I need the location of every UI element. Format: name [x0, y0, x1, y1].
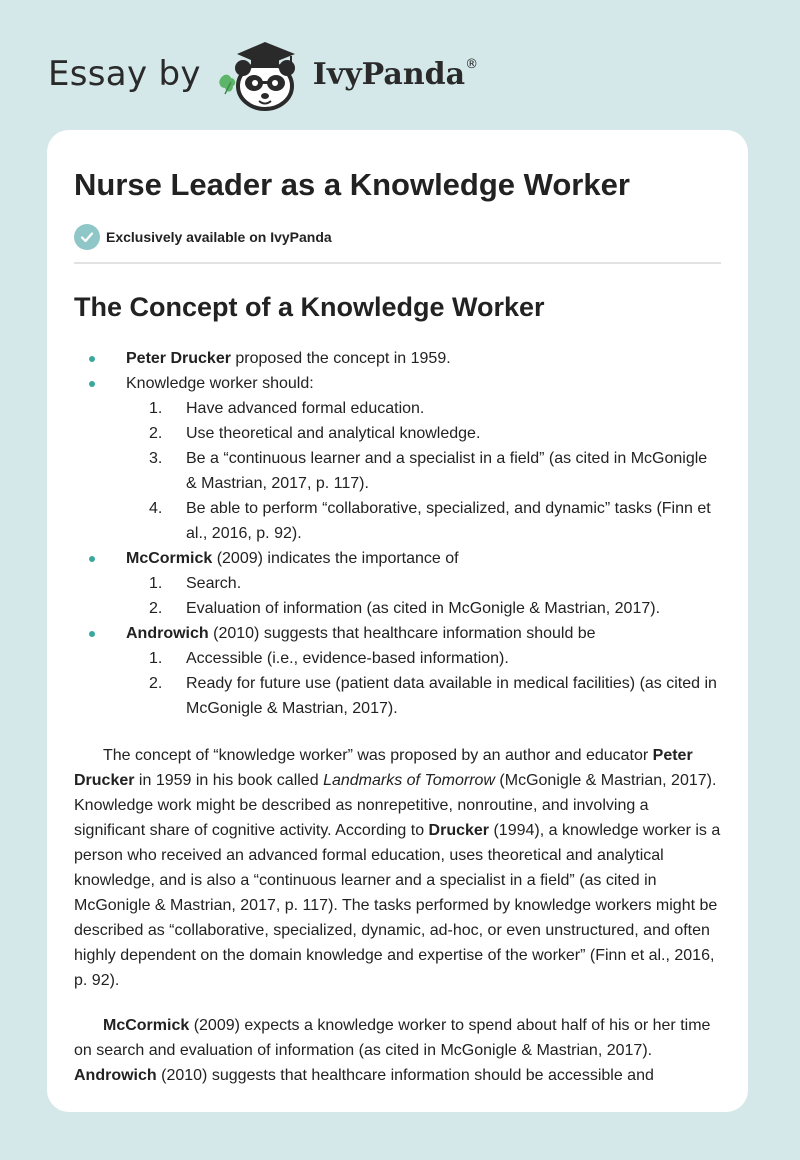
essay-title: Nurse Leader as a Knowledge Worker	[74, 167, 630, 202]
list-item	[74, 546, 721, 621]
section-heading: The Concept of a Knowledge Worker	[74, 292, 545, 322]
list-item-bold: McCormick	[126, 550, 213, 567]
sub-list-item: 1. Accessible (i.e., evidence-based information).	[149, 650, 509, 667]
body-paragraph: McCormick (2009) expects a knowledge worker to spend about half of his or her time on search and evaluation of information (as cited in McGonigle & Mastrian, 2017). Androwich (2010) suggests that healthcare information should be accessible and	[74, 1017, 711, 1084]
brand-name-text: IvyPanda	[312, 56, 466, 92]
list-item-text: proposed the concept in 1959.	[230, 350, 451, 367]
list-item-bold: Androwich	[126, 625, 209, 642]
brand-name	[313, 57, 478, 92]
sub-list	[126, 571, 721, 621]
list-item-text: (2009) indicates the importance of	[212, 550, 459, 567]
sub-list-item: 1. Have advanced formal education.	[149, 400, 425, 417]
sub-list-item: 3. Be a “continuous learner and a specialist in a field” (as cited in McGonigle & Mastrian, 2017, p. 117).	[149, 450, 708, 492]
title-divider	[74, 262, 721, 264]
list-item-text: (2010) suggests that healthcare information should be	[208, 625, 596, 642]
sub-list-item: 4. Be able to perform “collaborative, specialized, and dynamic” tasks (Finn et al., 2016, p. 92).	[149, 500, 711, 542]
sub-list-item: 2. Use theoretical and analytical knowledge.	[149, 425, 481, 442]
list-item-bold: Peter Drucker	[126, 350, 231, 367]
sub-list	[126, 396, 721, 546]
sub-list	[126, 646, 721, 721]
sub-list-item: 2. Ready for future use (patient data available in medical facilities) (as cited in McGonigle & Mastrian, 2017).	[149, 675, 717, 717]
brand-header	[48, 36, 478, 112]
sub-list-item: 2. Evaluation of information (as cited in McGonigle & Mastrian, 2017).	[149, 600, 661, 617]
body-paragraph: The concept of “knowledge worker” was proposed by an author and educator Peter Drucker in 1959 in his book called Landmarks of Tomorrow (McGonigle & Mastrian, 2017). Knowledge work might be described as nonrepetitive, nonroutine, and involving a significant share of cognitive activity. According to Drucker (1994), a knowledge worker is a person who received an advanced formal education, uses theoretical and analytical knowledge, and is also a “continuous learner and a specialist in a field” (as cited in McGonigle & Mastrian, 2017, p. 117). The tasks performed by knowledge workers might be described as “collaborative, specialized, dynamic, ad-hoc, or even unstructured, and often highly dependent on the domain knowledge and expertise of the worker” (Finn et al., 2016, p. 92).	[74, 747, 721, 989]
check-icon	[74, 224, 100, 250]
sub-list-item: 1. Search.	[149, 575, 242, 592]
list-item	[74, 346, 721, 371]
exclusive-badge	[74, 223, 721, 251]
brand-prefix: Essay by	[48, 54, 201, 94]
list-item	[74, 371, 721, 546]
panda-logo-icon[interactable]	[215, 36, 307, 112]
list-item	[74, 621, 721, 721]
registered-mark: ®	[465, 56, 479, 72]
exclusive-badge-text: Exclusively available on IvyPanda	[106, 229, 332, 245]
list-item-text: Knowledge worker should:	[126, 375, 314, 392]
essay-card	[47, 130, 748, 1112]
summary-list	[74, 346, 721, 721]
